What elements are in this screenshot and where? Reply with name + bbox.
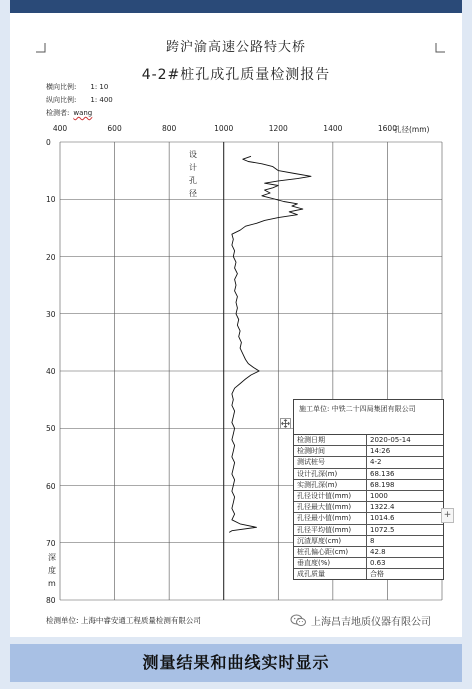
info-row [294, 457, 443, 468]
y-tick-label: 20 [46, 252, 56, 262]
info-row [294, 490, 443, 501]
x-tick-label: 1000 [214, 124, 234, 133]
info-value: 1014.6 [367, 513, 444, 524]
x-tick-label: 1200 [268, 124, 288, 133]
design-label-char: 径 [189, 189, 197, 198]
info-label: 孔径设计值(mm) [294, 490, 367, 501]
info-value: 14:26 [367, 446, 444, 457]
meta-label: 横向比例: [46, 83, 77, 91]
watermark-text: 上海昌吉地质仪器有限公司 [311, 617, 431, 628]
report-document [10, 13, 462, 637]
top-bar [10, 0, 462, 13]
y-tick-label: 70 [46, 538, 56, 548]
info-row [294, 535, 443, 546]
meta-value: wang [73, 109, 93, 117]
design-label-char: 设 [189, 150, 197, 159]
x-tick-label: 400 [52, 124, 68, 133]
y-tick-label: 50 [46, 424, 56, 434]
y-tick-label: 40 [46, 367, 56, 376]
move-icon[interactable] [280, 418, 291, 429]
info-row [294, 558, 443, 569]
info-row [294, 524, 443, 535]
y-tick-label: 30 [46, 309, 56, 319]
info-table [294, 435, 443, 579]
meta-value: 1: 400 [90, 96, 113, 104]
construction-unit: 施工单位: 中铁二十四局集团有限公司 [294, 400, 443, 435]
info-value: 1072.5 [367, 524, 444, 535]
wechat-icon [290, 614, 307, 627]
report-title: 跨沪渝高速公路特大桥 [165, 40, 306, 55]
design-label-char: 计 [189, 163, 197, 172]
info-label: 孔径最大值(mm) [294, 502, 367, 513]
info-value: 42.8 [367, 546, 444, 557]
info-label: 检测日期 [294, 435, 367, 446]
info-value: 1000 [367, 490, 444, 501]
info-value: 8 [367, 535, 444, 546]
x-axis-label: 孔径(mm) [394, 125, 430, 134]
info-value: 4-2 [367, 457, 444, 468]
y-tick-label: 60 [46, 481, 56, 491]
info-row [294, 468, 443, 479]
info-row [294, 502, 443, 513]
plus-icon[interactable]: + [441, 508, 454, 523]
info-label: 设计孔深(m) [294, 468, 367, 479]
info-row [294, 513, 443, 524]
info-value: 1322.4 [367, 502, 444, 513]
info-label: 成孔质量 [294, 569, 367, 580]
depth-label-char: 深 [48, 553, 56, 562]
x-tick-label: 600 [107, 124, 122, 133]
y-tick-label: 0 [46, 138, 51, 147]
info-value: 2020-05-14 [367, 435, 444, 446]
info-label: 垂直度(%) [294, 558, 367, 569]
watermark [290, 613, 431, 628]
depth-label-char: 度 [48, 566, 56, 575]
meta-value: 1: 10 [90, 83, 109, 91]
meta-label: 检测者: [46, 109, 70, 117]
info-value: 68.198 [367, 479, 444, 490]
depth-label-char: m [48, 579, 56, 588]
info-row [294, 435, 443, 446]
x-tick-label: 1400 [323, 124, 343, 133]
info-row [294, 546, 443, 557]
design-label-char: 孔 [189, 176, 197, 185]
x-tick-label: 1600 [377, 124, 397, 133]
info-row [294, 569, 443, 580]
info-value: 68.136 [367, 468, 444, 479]
report-subtitle: 4-2#桩孔成孔质量检测报告 [141, 67, 331, 83]
y-tick-label: 80 [46, 596, 56, 605]
info-row [294, 446, 443, 457]
info-label: 检测时间 [294, 446, 367, 457]
info-label: 实测孔深(m) [294, 479, 367, 490]
info-panel [293, 399, 444, 580]
info-value: 0.63 [367, 558, 444, 569]
meta-label: 纵向比例: [46, 96, 77, 104]
info-label: 孔径平均值(mm) [294, 524, 367, 535]
y-tick-label: 10 [46, 195, 56, 205]
caption: 测量结果和曲线实时显示 [10, 644, 462, 682]
info-label: 桩孔偏心距(cm) [294, 546, 367, 557]
info-label: 沉渣厚度(cm) [294, 535, 367, 546]
info-row [294, 479, 443, 490]
testing-unit: 检测单位: 上海中睿安通工程质量检测有限公司 [46, 616, 201, 625]
info-label: 孔径最小值(mm) [294, 513, 367, 524]
x-tick-label: 800 [161, 124, 177, 133]
info-value: 合格 [367, 569, 444, 580]
info-label: 测试桩号 [294, 457, 367, 468]
